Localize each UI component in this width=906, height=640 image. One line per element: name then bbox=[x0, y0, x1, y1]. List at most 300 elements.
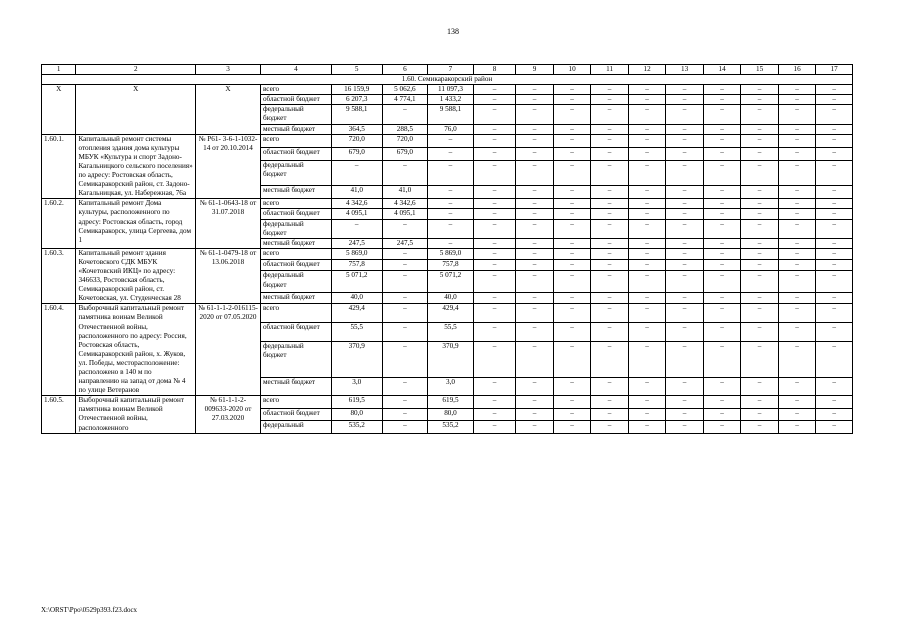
value-col-6: – bbox=[382, 248, 428, 259]
value-col-13: – bbox=[666, 396, 704, 408]
value-col-12: – bbox=[628, 323, 666, 342]
value-col-16: – bbox=[778, 304, 816, 323]
column-number-5: 5 bbox=[331, 65, 382, 75]
value-col-11: – bbox=[591, 134, 629, 147]
funding-source: федеральный бюджет bbox=[260, 341, 331, 377]
value-col-12: – bbox=[628, 95, 666, 105]
value-col-11: – bbox=[591, 161, 629, 186]
value-col-15: – bbox=[741, 271, 779, 293]
value-col-5: 55,5 bbox=[331, 323, 382, 342]
value-col-9: – bbox=[516, 341, 554, 377]
value-col-5: – bbox=[331, 219, 382, 238]
funding-source: всего bbox=[260, 304, 331, 323]
value-col-9: – bbox=[516, 271, 554, 293]
value-col-12: – bbox=[628, 260, 666, 271]
value-col-10: – bbox=[553, 95, 591, 105]
value-col-12: – bbox=[628, 292, 666, 303]
value-col-17: – bbox=[816, 341, 853, 377]
value-col-8: – bbox=[473, 323, 516, 342]
value-col-7: – bbox=[428, 209, 474, 219]
value-col-13: – bbox=[666, 421, 704, 433]
item-name: Капитальный ремонт Дома культуры, расположенного по адресу: Ростовская область, город Семикаракорск, улица Сергеева, дом 1 bbox=[76, 199, 196, 248]
value-col-5: 40,0 bbox=[331, 292, 382, 303]
value-col-10: – bbox=[553, 161, 591, 186]
value-col-5: – bbox=[331, 161, 382, 186]
value-col-8: – bbox=[473, 95, 516, 105]
value-col-6: – bbox=[382, 271, 428, 293]
value-col-14: – bbox=[703, 341, 741, 377]
value-col-10: – bbox=[553, 147, 591, 160]
value-col-7: – bbox=[428, 134, 474, 147]
value-col-13: – bbox=[666, 219, 704, 238]
value-col-8: – bbox=[473, 147, 516, 160]
value-col-5: 5 869,0 bbox=[331, 248, 382, 259]
value-col-15: – bbox=[741, 161, 779, 186]
value-col-12: – bbox=[628, 421, 666, 433]
value-col-8: – bbox=[473, 377, 516, 396]
funding-source: всего bbox=[260, 134, 331, 147]
value-col-7: 5 869,0 bbox=[428, 248, 474, 259]
funding-source: всего bbox=[260, 199, 331, 209]
value-col-5: 16 159,9 bbox=[331, 85, 382, 95]
column-number-row bbox=[42, 65, 853, 75]
funding-source: федеральный bbox=[260, 421, 331, 433]
value-col-10: – bbox=[553, 124, 591, 134]
value-col-7: 55,5 bbox=[428, 323, 474, 342]
value-col-12: – bbox=[628, 199, 666, 209]
value-col-15: – bbox=[741, 85, 779, 95]
value-col-15: – bbox=[741, 186, 779, 199]
table-row bbox=[42, 396, 853, 408]
value-col-17: – bbox=[816, 260, 853, 271]
value-col-10: – bbox=[553, 199, 591, 209]
column-number-13: 13 bbox=[666, 65, 704, 75]
value-col-17: – bbox=[816, 271, 853, 293]
value-col-11: – bbox=[591, 199, 629, 209]
value-col-12: – bbox=[628, 248, 666, 259]
table-row bbox=[42, 248, 853, 259]
value-col-9: – bbox=[516, 124, 554, 134]
value-col-16: – bbox=[778, 219, 816, 238]
table-row bbox=[42, 304, 853, 323]
value-col-11: – bbox=[591, 341, 629, 377]
value-col-10: – bbox=[553, 304, 591, 323]
value-col-6: 4 774,1 bbox=[382, 95, 428, 105]
value-col-14: – bbox=[703, 304, 741, 323]
value-col-13: – bbox=[666, 304, 704, 323]
value-col-12: – bbox=[628, 124, 666, 134]
value-col-15: – bbox=[741, 341, 779, 377]
value-col-16: – bbox=[778, 134, 816, 147]
value-col-9: – bbox=[516, 186, 554, 199]
value-col-6: – bbox=[382, 408, 428, 420]
column-number-12: 12 bbox=[628, 65, 666, 75]
item-number: 1.60.5. bbox=[42, 396, 76, 433]
item-name: X bbox=[76, 85, 196, 134]
column-number-6: 6 bbox=[382, 65, 428, 75]
value-col-9: – bbox=[516, 134, 554, 147]
column-number-8: 8 bbox=[473, 65, 516, 75]
value-col-13: – bbox=[666, 323, 704, 342]
value-col-9: – bbox=[516, 396, 554, 408]
funding-source: всего bbox=[260, 85, 331, 95]
funding-source: федеральный бюджет bbox=[260, 271, 331, 293]
value-col-13: – bbox=[666, 186, 704, 199]
value-col-15: – bbox=[741, 260, 779, 271]
value-col-11: – bbox=[591, 248, 629, 259]
value-col-16: – bbox=[778, 238, 816, 248]
item-document: № Р61- 3-6-1-1032-14 от 20.10.2014 bbox=[196, 134, 261, 199]
funding-source: всего bbox=[260, 396, 331, 408]
value-col-16: – bbox=[778, 147, 816, 160]
value-col-10: – bbox=[553, 323, 591, 342]
value-col-15: – bbox=[741, 124, 779, 134]
value-col-12: – bbox=[628, 147, 666, 160]
value-col-10: – bbox=[553, 248, 591, 259]
region-title: 1.60. Семикаракорский район bbox=[42, 75, 853, 85]
value-col-13: – bbox=[666, 161, 704, 186]
column-number-11: 11 bbox=[591, 65, 629, 75]
value-col-5: 757,8 bbox=[331, 260, 382, 271]
value-col-8: – bbox=[473, 219, 516, 238]
value-col-13: – bbox=[666, 260, 704, 271]
value-col-12: – bbox=[628, 219, 666, 238]
value-col-16: – bbox=[778, 260, 816, 271]
funding-source: областной бюджет bbox=[260, 95, 331, 105]
value-col-8: – bbox=[473, 408, 516, 420]
value-col-5: 535,2 bbox=[331, 421, 382, 433]
value-col-5: 6 207,3 bbox=[331, 95, 382, 105]
value-col-15: – bbox=[741, 134, 779, 147]
funding-source: федеральный бюджет bbox=[260, 105, 331, 124]
item-number: 1.60.2. bbox=[42, 199, 76, 248]
value-col-13: – bbox=[666, 95, 704, 105]
value-col-5: 4 342,6 bbox=[331, 199, 382, 209]
value-col-15: – bbox=[741, 209, 779, 219]
value-col-9: – bbox=[516, 408, 554, 420]
value-col-7: 11 097,3 bbox=[428, 85, 474, 95]
value-col-7: 1 433,2 bbox=[428, 95, 474, 105]
value-col-9: – bbox=[516, 421, 554, 433]
value-col-16: – bbox=[778, 95, 816, 105]
column-number-3: 3 bbox=[196, 65, 261, 75]
value-col-10: – bbox=[553, 292, 591, 303]
funding-source: федеральный бюджет bbox=[260, 219, 331, 238]
value-col-10: – bbox=[553, 421, 591, 433]
value-col-14: – bbox=[703, 147, 741, 160]
value-col-13: – bbox=[666, 85, 704, 95]
value-col-14: – bbox=[703, 186, 741, 199]
region-title-row bbox=[42, 75, 853, 85]
value-col-11: – bbox=[591, 323, 629, 342]
value-col-13: – bbox=[666, 292, 704, 303]
funding-source: местный бюджет bbox=[260, 292, 331, 303]
value-col-8: – bbox=[473, 186, 516, 199]
value-col-15: – bbox=[741, 105, 779, 124]
value-col-7: 3,0 bbox=[428, 377, 474, 396]
value-col-15: – bbox=[741, 396, 779, 408]
value-col-11: – bbox=[591, 304, 629, 323]
item-document: X bbox=[196, 85, 261, 134]
value-col-14: – bbox=[703, 209, 741, 219]
value-col-15: – bbox=[741, 199, 779, 209]
value-col-12: – bbox=[628, 134, 666, 147]
value-col-16: – bbox=[778, 105, 816, 124]
value-col-5: 720,0 bbox=[331, 134, 382, 147]
value-col-15: – bbox=[741, 421, 779, 433]
value-col-13: – bbox=[666, 341, 704, 377]
value-col-9: – bbox=[516, 304, 554, 323]
value-col-8: – bbox=[473, 260, 516, 271]
value-col-14: – bbox=[703, 323, 741, 342]
value-col-16: – bbox=[778, 396, 816, 408]
value-col-11: – bbox=[591, 95, 629, 105]
value-col-12: – bbox=[628, 161, 666, 186]
value-col-7: – bbox=[428, 238, 474, 248]
item-name: Выборочный капитальный ремонт памятника воинам Великой Отечественной войны, расположенного по адресу: Россия, Ростовская область, Семикаракорский район, х. Жуков, ул. Победы, месторасположение: расположено в 140 м по направлению на запад от дома № 4 по улице Ветеранов bbox=[76, 304, 196, 396]
value-col-14: – bbox=[703, 85, 741, 95]
item-document: № 61-1-1-2-016115-2020 от 07.05.2020 bbox=[196, 304, 261, 396]
value-col-9: – bbox=[516, 377, 554, 396]
value-col-7: – bbox=[428, 219, 474, 238]
value-col-11: – bbox=[591, 271, 629, 293]
value-col-6: – bbox=[382, 396, 428, 408]
value-col-10: – bbox=[553, 105, 591, 124]
column-number-2: 2 bbox=[76, 65, 196, 75]
value-col-9: – bbox=[516, 105, 554, 124]
budget-table bbox=[41, 64, 853, 434]
value-col-13: – bbox=[666, 408, 704, 420]
value-col-5: 5 071,2 bbox=[331, 271, 382, 293]
value-col-16: – bbox=[778, 248, 816, 259]
value-col-12: – bbox=[628, 304, 666, 323]
value-col-17: – bbox=[816, 85, 853, 95]
value-col-14: – bbox=[703, 292, 741, 303]
value-col-17: – bbox=[816, 377, 853, 396]
value-col-17: – bbox=[816, 238, 853, 248]
value-col-11: – bbox=[591, 186, 629, 199]
value-col-9: – bbox=[516, 85, 554, 95]
value-col-16: – bbox=[778, 271, 816, 293]
funding-source: областной бюджет bbox=[260, 209, 331, 219]
value-col-14: – bbox=[703, 421, 741, 433]
value-col-12: – bbox=[628, 271, 666, 293]
value-col-8: – bbox=[473, 238, 516, 248]
value-col-8: – bbox=[473, 199, 516, 209]
item-number: 1.60.1. bbox=[42, 134, 76, 199]
item-number: 1.60.3. bbox=[42, 248, 76, 304]
value-col-5: 679,0 bbox=[331, 147, 382, 160]
value-col-9: – bbox=[516, 248, 554, 259]
item-document: № 61-1-1-2-009633-2020 от 27.03.2020 bbox=[196, 396, 261, 433]
value-col-17: – bbox=[816, 161, 853, 186]
value-col-16: – bbox=[778, 408, 816, 420]
funding-source: местный бюджет bbox=[260, 377, 331, 396]
value-col-17: – bbox=[816, 134, 853, 147]
value-col-17: – bbox=[816, 396, 853, 408]
value-col-17: – bbox=[816, 323, 853, 342]
value-col-14: – bbox=[703, 248, 741, 259]
funding-source: областной бюджет bbox=[260, 260, 331, 271]
value-col-13: – bbox=[666, 199, 704, 209]
value-col-13: – bbox=[666, 248, 704, 259]
value-col-8: – bbox=[473, 209, 516, 219]
value-col-6: – bbox=[382, 377, 428, 396]
value-col-13: – bbox=[666, 105, 704, 124]
value-col-6: – bbox=[382, 219, 428, 238]
value-col-15: – bbox=[741, 292, 779, 303]
value-col-17: – bbox=[816, 95, 853, 105]
value-col-10: – bbox=[553, 260, 591, 271]
value-col-5: 3,0 bbox=[331, 377, 382, 396]
value-col-12: – bbox=[628, 408, 666, 420]
value-col-16: – bbox=[778, 377, 816, 396]
value-col-17: – bbox=[816, 124, 853, 134]
value-col-17: – bbox=[816, 209, 853, 219]
value-col-9: – bbox=[516, 260, 554, 271]
item-name: Капитальный ремонт системы отопления здания дома культуры МБУК «Культура и спорт Задоно-Кагальницкого сельского поселения» по адресу: Ростовская область, Семикаракорский район, ст. Задоно-Кагальницкая, ул. Набережная, 76а bbox=[76, 134, 196, 199]
value-col-17: – bbox=[816, 199, 853, 209]
value-col-8: – bbox=[473, 304, 516, 323]
value-col-11: – bbox=[591, 219, 629, 238]
value-col-6: 4 095,1 bbox=[382, 209, 428, 219]
value-col-8: – bbox=[473, 396, 516, 408]
value-col-8: – bbox=[473, 85, 516, 95]
value-col-17: – bbox=[816, 304, 853, 323]
value-col-12: – bbox=[628, 105, 666, 124]
value-col-12: – bbox=[628, 85, 666, 95]
value-col-6: – bbox=[382, 421, 428, 433]
value-col-8: – bbox=[473, 105, 516, 124]
value-col-17: – bbox=[816, 408, 853, 420]
value-col-14: – bbox=[703, 408, 741, 420]
value-col-15: – bbox=[741, 95, 779, 105]
value-col-5: 9 588,1 bbox=[331, 105, 382, 124]
value-col-11: – bbox=[591, 260, 629, 271]
value-col-13: – bbox=[666, 377, 704, 396]
column-number-9: 9 bbox=[516, 65, 554, 75]
value-col-9: – bbox=[516, 209, 554, 219]
value-col-9: – bbox=[516, 292, 554, 303]
value-col-14: – bbox=[703, 95, 741, 105]
value-col-12: – bbox=[628, 238, 666, 248]
value-col-17: – bbox=[816, 219, 853, 238]
column-number-7: 7 bbox=[428, 65, 474, 75]
value-col-6: – bbox=[382, 161, 428, 186]
value-col-17: – bbox=[816, 292, 853, 303]
value-col-15: – bbox=[741, 408, 779, 420]
value-col-6: 247,5 bbox=[382, 238, 428, 248]
value-col-7: 5 071,2 bbox=[428, 271, 474, 293]
value-col-9: – bbox=[516, 219, 554, 238]
value-col-8: – bbox=[473, 421, 516, 433]
value-col-15: – bbox=[741, 323, 779, 342]
value-col-15: – bbox=[741, 219, 779, 238]
item-document: № 61-1-0643-18 от 31.07.2018 bbox=[196, 199, 261, 248]
value-col-9: – bbox=[516, 323, 554, 342]
value-col-7: 370,9 bbox=[428, 341, 474, 377]
value-col-13: – bbox=[666, 147, 704, 160]
value-col-14: – bbox=[703, 105, 741, 124]
value-col-13: – bbox=[666, 271, 704, 293]
value-col-6: – bbox=[382, 323, 428, 342]
value-col-9: – bbox=[516, 161, 554, 186]
value-col-7: 80,0 bbox=[428, 408, 474, 420]
value-col-8: – bbox=[473, 248, 516, 259]
value-col-17: – bbox=[816, 186, 853, 199]
value-col-8: – bbox=[473, 134, 516, 147]
table-row bbox=[42, 85, 853, 95]
value-col-7: 535,2 bbox=[428, 421, 474, 433]
value-col-7: – bbox=[428, 186, 474, 199]
value-col-7: – bbox=[428, 161, 474, 186]
value-col-12: – bbox=[628, 186, 666, 199]
value-col-9: – bbox=[516, 95, 554, 105]
value-col-10: – bbox=[553, 341, 591, 377]
value-col-7: – bbox=[428, 147, 474, 160]
value-col-11: – bbox=[591, 408, 629, 420]
value-col-13: – bbox=[666, 124, 704, 134]
value-col-14: – bbox=[703, 124, 741, 134]
funding-source: областной бюджет bbox=[260, 323, 331, 342]
value-col-16: – bbox=[778, 85, 816, 95]
value-col-17: – bbox=[816, 421, 853, 433]
value-col-11: – bbox=[591, 105, 629, 124]
value-col-9: – bbox=[516, 238, 554, 248]
value-col-14: – bbox=[703, 219, 741, 238]
value-col-6: 41,0 bbox=[382, 186, 428, 199]
funding-source: местный бюджет bbox=[260, 124, 331, 134]
funding-source: областной бюджет bbox=[260, 147, 331, 160]
value-col-15: – bbox=[741, 147, 779, 160]
value-col-14: – bbox=[703, 199, 741, 209]
value-col-5: 4 095,1 bbox=[331, 209, 382, 219]
value-col-6: – bbox=[382, 105, 428, 124]
value-col-5: 80,0 bbox=[331, 408, 382, 420]
value-col-10: – bbox=[553, 396, 591, 408]
value-col-13: – bbox=[666, 134, 704, 147]
value-col-11: – bbox=[591, 421, 629, 433]
column-number-10: 10 bbox=[553, 65, 591, 75]
value-col-10: – bbox=[553, 271, 591, 293]
value-col-12: – bbox=[628, 396, 666, 408]
value-col-10: – bbox=[553, 377, 591, 396]
value-col-10: – bbox=[553, 134, 591, 147]
value-col-10: – bbox=[553, 219, 591, 238]
value-col-7: 40,0 bbox=[428, 292, 474, 303]
item-document: № 61-1-0479-18 от 13.06.2018 bbox=[196, 248, 261, 304]
value-col-9: – bbox=[516, 199, 554, 209]
value-col-7: 619,5 bbox=[428, 396, 474, 408]
column-number-15: 15 bbox=[741, 65, 779, 75]
value-col-6: – bbox=[382, 304, 428, 323]
value-col-5: 364,5 bbox=[331, 124, 382, 134]
page-number: 138 bbox=[447, 27, 459, 36]
value-col-12: – bbox=[628, 209, 666, 219]
value-col-14: – bbox=[703, 134, 741, 147]
value-col-16: – bbox=[778, 199, 816, 209]
value-col-14: – bbox=[703, 377, 741, 396]
value-col-13: – bbox=[666, 209, 704, 219]
value-col-16: – bbox=[778, 161, 816, 186]
value-col-17: – bbox=[816, 105, 853, 124]
value-col-14: – bbox=[703, 396, 741, 408]
value-col-6: 5 062,6 bbox=[382, 85, 428, 95]
value-col-12: – bbox=[628, 377, 666, 396]
value-col-14: – bbox=[703, 238, 741, 248]
value-col-16: – bbox=[778, 124, 816, 134]
value-col-17: – bbox=[816, 147, 853, 160]
